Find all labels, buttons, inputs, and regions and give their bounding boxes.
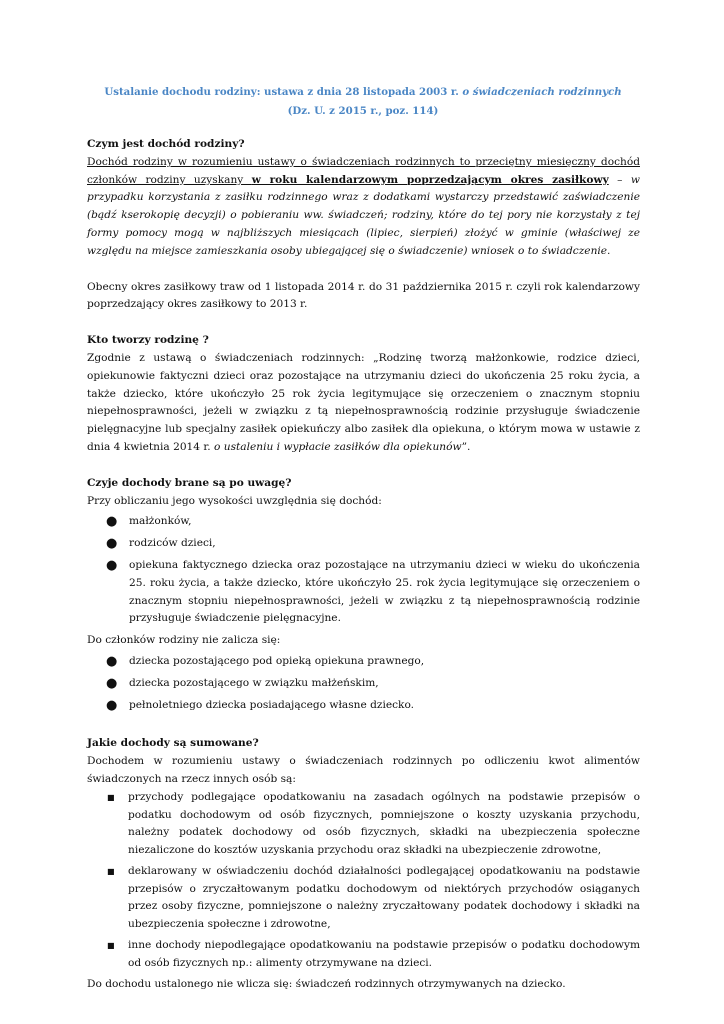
list-item: ● dziecka pozostającego w związku małżeńskim, — [106, 675, 379, 691]
bullet-dot-icon: ● — [106, 675, 118, 691]
definition-underlined: Dochód rodziny w rozumieniu ustawy o świadczeniach rodzinnych to przeciętny miesięczny dochód członków rodziny uzyskany — [87, 155, 640, 186]
title-prefix: Ustalanie dochodu rodziny: ustawa z dnia 28 listopada 2003 r. — [104, 86, 463, 98]
definition-bold: w roku kalendarzowym poprzedzającym okres zasiłkowy — [251, 173, 609, 186]
list-item: ■ inne dochody niepodlegające opodatkowaniu na podstawie przepisów o podatku dochodowym od osób fizycznych np.: alimenty otrzymywane na dzieci. — [107, 939, 640, 969]
family-definition-text: Zgodnie z ustawą o świadczeniach rodzinnych: „Rodzinę tworzą małżonkowie, rodzice dzieci, opiekunowie faktyczni dzieci oraz pozostające na utrzymaniu dzieci do ukończenia 25 roku życia, a także dziecko, które ukończyło 25 rok życia legitymujące się orzeczeniem o znacznym stopniu niepełnosprawności, jeżeli w związku z tą niepełnosprawnością rodzinie przysługuje świadczenie pielęgnacyjne lub specjalny zasiłek opiekuńczy albo zasiłek dla opiekuna, o którym mowa w ustawie z dnia 4 kwietnia 2014 r. — [87, 351, 640, 453]
income-types-list — [87, 789, 640, 973]
summed-income-intro: Dochodem w rozumieniu ustawy o świadczeniach rodzinnych po odliczeniu kwot alimentów świadczonych na rzecz innych osób są: — [87, 755, 640, 785]
title-line-2: (Dz. U. z 2015 r., poz. 114) — [287, 105, 439, 117]
excluded-members-list — [87, 653, 640, 714]
document-title — [70, 83, 656, 121]
bullet-dot-icon: ● — [106, 697, 118, 713]
list-item: ■ przychody podlegające opodatkowaniu na zasadach ogólnych na podstawie przepisów o podatku dochodowym od osób fizycznych, pomniejszone o koszty uzyskania przychodu, należny podatek dochodowy od osób fizycznych, składki na ubezpieczenia społeczne niezaliczone do kosztów uzyskania przychodu oraz składki na ubezpieczenie zdrowotne, — [107, 790, 640, 857]
bullet-dot-icon: ● — [106, 557, 118, 573]
heading-who-forms-family: Kto tworzy rodzinę ? — [87, 334, 209, 347]
bullet-square-icon: ■ — [107, 941, 115, 951]
bullet-dot-icon: ● — [106, 653, 118, 669]
list-item: ■ deklarowany w oświadczeniu dochód działalności podlegającej opodatkowaniu na podstawie przepisów o zryczałtowanym podatku dochodowym od niektórych przychodów osiąganych przez osoby fizyczne, pomniejszone o należny zryczałtowany podatek dochodowy i składki na ubezpieczenia społeczne i zdrowotne, — [107, 864, 640, 931]
excluded-intro: Do członków rodziny nie zalicza się: — [87, 634, 281, 647]
paragraph-benefit-period: Obecny okres zasiłkowy traw od 1 listopada 2014 r. do 31 października 2015 r. czyli rok kalendarzowy poprzedzający okres zasiłkowy to 2013 r. — [87, 280, 640, 311]
definition-italic: – w przypadku korzystania z zasiłku rodzinnego wraz z dodatkami wystarczy przedstawić zaświadczenie (bądź kserokopię decyzji) o pobieraniu ww. świadczeń; rodziny, które do tej pory nie korzystały z tej formy pomocy mogą w najbliższych miesiącach (lipiec, sierpień) złożyć w gminie (właściwej ze względu na miejsce zamieszkania osoby ubiegającej się o świadczenie) wniosek o to świadczenie. — [87, 173, 640, 257]
included-members-list — [87, 513, 640, 628]
document-body — [87, 136, 640, 993]
family-definition-act: o ustaleniu i wypłacie zasiłków dla opiekunów — [214, 440, 462, 453]
closing-note: Do dochodu ustalonego nie wlicza się: świadczeń rodzinnych otrzymywanych na dziecko. — [87, 977, 566, 990]
included-intro: Przy obliczaniu jego wysokości uwzględnia się dochód: — [87, 494, 382, 507]
bullet-square-icon: ■ — [107, 792, 115, 802]
heading-summed-income: Jakie dochody są sumowane? — [87, 737, 259, 750]
heading-what-is-income: Czym jest dochód rodziny? — [87, 138, 245, 150]
bullet-square-icon: ■ — [107, 866, 115, 876]
bullet-dot-icon: ● — [106, 514, 118, 530]
list-item: ● pełnoletniego dziecka posiadającego własne dziecko. — [106, 697, 415, 713]
bullet-dot-icon: ● — [106, 536, 118, 552]
family-definition-end: ”. — [461, 440, 471, 453]
list-item: ● dziecka pozostającego pod opieką opiekuna prawnego, — [106, 653, 425, 669]
list-item: ● opiekuna faktycznego dziecka oraz pozostające na utrzymaniu dzieci w wieku do ukończenia 25. roku życia, a także dziecko, które ukończyło 25. rok życia legitymujące się orzeczeniem o znacznym stopniu niepełnosprawności, jeżeli w związku z tą niepełnosprawnością rodzinie przysługuje świadczenie pielęgnacyjne. — [106, 557, 640, 625]
list-item: ● rodziców dzieci, — [106, 536, 216, 552]
heading-whose-income: Czyje dochody brane są po uwagę? — [87, 476, 292, 489]
list-item: ● małżonków, — [106, 514, 192, 530]
paragraph-income-definition — [87, 154, 640, 261]
title-act-name: o świadczeniach rodzinnych — [462, 86, 622, 98]
paragraph-family-definition — [87, 350, 640, 457]
title-line-1 — [70, 83, 656, 102]
